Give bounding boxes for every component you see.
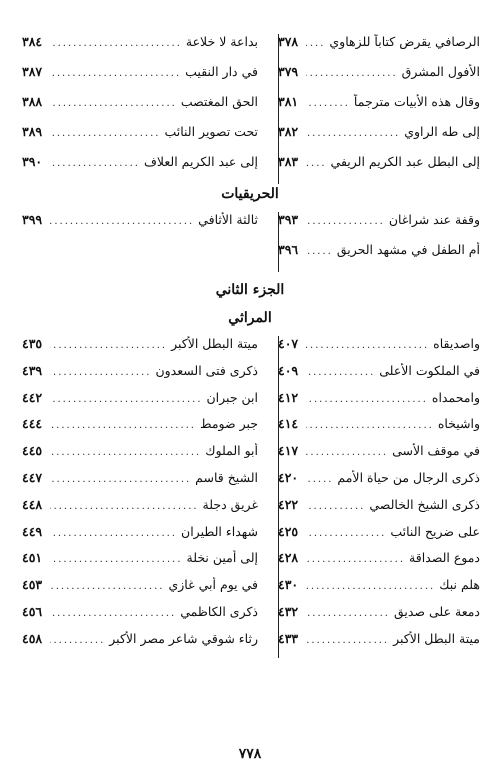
toc-entry xyxy=(278,497,480,524)
entry-page: ٤٠٩ xyxy=(278,362,299,378)
entry-title: دموع الصداقة xyxy=(409,550,480,566)
entry-page: ٤٥٦ xyxy=(22,603,43,619)
section-heading-elegies: المراثي xyxy=(228,310,272,326)
dot-leader xyxy=(306,394,428,405)
entry-title: في دار النقيب xyxy=(185,64,258,79)
entry-page: ٤٠٧ xyxy=(278,336,299,351)
entry-title: تحت تصوير النائب xyxy=(164,124,258,139)
entry-title: الرصافي يقرض كتاباً للزهاوي xyxy=(329,34,480,49)
dot-leader xyxy=(306,528,386,539)
entry-page: ٤٥٣ xyxy=(22,577,43,593)
toc-entry xyxy=(22,604,258,631)
entry-page: ٣٨٣ xyxy=(278,154,299,169)
toc-entry xyxy=(22,212,258,242)
entry-title: أبو الملوك xyxy=(205,443,258,459)
dot-leader xyxy=(50,554,183,565)
toc-entry xyxy=(22,363,258,390)
toc-section-fires xyxy=(22,212,480,272)
entry-page: ٣٩٠ xyxy=(22,154,43,169)
toc-entry xyxy=(278,242,480,272)
entry-title: إلى البطل عبد الكريم الريفي xyxy=(330,154,480,169)
entry-title: إلى أمين نخلة xyxy=(186,550,258,566)
toc-entry xyxy=(278,124,480,154)
toc-entry xyxy=(22,336,258,363)
entry-title: واشيخاه xyxy=(437,416,480,432)
toc-entry xyxy=(22,497,258,524)
dot-leader xyxy=(306,420,434,431)
toc-column-left xyxy=(22,34,258,184)
toc-entry xyxy=(278,363,480,390)
dot-leader xyxy=(306,216,385,227)
entry-title: الشيخ قاسم xyxy=(195,469,258,485)
entry-page: ٤٤٧ xyxy=(22,469,43,485)
dot-leader xyxy=(50,158,140,169)
dot-leader xyxy=(306,447,388,458)
entry-page: ٣٧٨ xyxy=(278,34,299,49)
entry-page: ٣٨٢ xyxy=(278,124,299,139)
dot-leader xyxy=(50,128,160,139)
entry-title: في موقف الأسى xyxy=(392,443,480,459)
dot-leader xyxy=(50,581,164,592)
page-number: ٧٧٨ xyxy=(238,746,262,762)
dot-leader xyxy=(50,340,167,351)
toc-entry xyxy=(278,154,480,184)
toc-entry xyxy=(22,443,258,470)
toc-entry xyxy=(22,64,258,94)
toc-entry xyxy=(22,34,258,64)
entry-page: ٣٨٨ xyxy=(22,94,43,109)
toc-entry xyxy=(278,550,480,577)
entry-page: ٤٣٠ xyxy=(278,577,299,593)
entry-page: ٤٢٠ xyxy=(278,469,299,485)
dot-leader xyxy=(306,367,375,378)
dot-leader xyxy=(50,635,105,646)
entry-page: ٣٨٩ xyxy=(22,124,43,139)
entry-page: ٤١٧ xyxy=(278,443,299,459)
entry-page: ٤٤٢ xyxy=(22,389,43,405)
toc-entry xyxy=(278,577,480,604)
dot-leader xyxy=(50,528,177,539)
dot-leader xyxy=(306,68,398,79)
dot-leader xyxy=(50,367,151,378)
entry-title: وقال هذه الأبيات مترجماً xyxy=(353,94,480,109)
toc-entry xyxy=(22,577,258,604)
entry-page: ٤٤٤ xyxy=(22,416,43,432)
toc-entry xyxy=(278,604,480,631)
part-heading: الجزء الثاني xyxy=(215,282,285,298)
entry-title: ميتة البطل الأكبر xyxy=(171,336,258,351)
toc-entry xyxy=(278,336,480,363)
entry-title: وامحمداه xyxy=(431,389,480,405)
toc-entry xyxy=(22,524,258,551)
toc-column-left xyxy=(22,336,258,658)
entry-page: ٤١٢ xyxy=(278,389,299,405)
entry-title: ذكرى الكاظمي xyxy=(180,603,258,619)
dot-leader xyxy=(306,340,429,351)
entry-title: هلم نبك xyxy=(439,577,480,593)
toc-column-right xyxy=(278,212,480,272)
dot-leader xyxy=(50,501,199,512)
toc-entry xyxy=(22,470,258,497)
toc-entry xyxy=(22,416,258,443)
toc-entry xyxy=(278,443,480,470)
entry-page: ٤٤٩ xyxy=(22,523,43,539)
dot-leader xyxy=(50,68,181,79)
toc-entry xyxy=(278,64,480,94)
toc-columns xyxy=(22,336,480,658)
dot-leader xyxy=(306,501,365,512)
dot-leader xyxy=(306,581,435,592)
dot-leader xyxy=(50,608,176,619)
toc-entry xyxy=(22,631,258,658)
toc-entry xyxy=(278,34,480,64)
toc-entry xyxy=(22,94,258,124)
entry-page: ٣٩٩ xyxy=(22,212,43,227)
entry-title: في يوم أبي غازي xyxy=(168,577,258,593)
toc-columns xyxy=(22,212,480,272)
toc-column-left xyxy=(22,212,258,242)
entry-page: ٣٧٩ xyxy=(278,64,299,79)
entry-page: ٤٤٥ xyxy=(22,443,43,459)
dot-leader xyxy=(306,128,400,139)
toc-entry xyxy=(278,416,480,443)
entry-page: ٤٣٣ xyxy=(278,630,299,646)
toc-column-right xyxy=(278,34,480,184)
entry-title: بداعة لا خلاعة xyxy=(185,34,258,49)
entry-page: ٤٣٩ xyxy=(22,362,43,378)
entry-title: غريق دجلة xyxy=(202,496,258,512)
entry-title: شهداء الطيران xyxy=(181,523,258,539)
entry-page: ٤٥١ xyxy=(22,550,43,566)
toc-entry xyxy=(278,631,480,658)
toc-entry xyxy=(278,94,480,124)
toc-entry xyxy=(22,390,258,417)
dot-leader xyxy=(306,98,350,109)
toc-entry xyxy=(22,550,258,577)
entry-page: ٣٨٧ xyxy=(22,64,43,79)
toc-entry xyxy=(278,212,480,242)
dot-leader xyxy=(50,98,177,109)
toc-section-misc xyxy=(22,34,480,184)
entry-page: ٣٨٤ xyxy=(22,34,43,49)
entry-title: الأفول المشرق xyxy=(401,64,480,79)
dot-leader xyxy=(306,38,325,49)
entry-title: في الملكوت الأعلى xyxy=(379,362,480,378)
dot-leader xyxy=(306,246,333,257)
dot-leader xyxy=(306,554,405,565)
toc-entry xyxy=(22,124,258,154)
toc-entry xyxy=(278,390,480,417)
entry-page: ٣٩٦ xyxy=(278,242,299,257)
entry-page: ٤٤٨ xyxy=(22,496,43,512)
entry-title: ميتة البطل الأكبر xyxy=(393,630,480,646)
entry-page: ٤٣٥ xyxy=(22,336,43,351)
toc-entry xyxy=(278,470,480,497)
entry-page: ٤٢٥ xyxy=(278,523,299,539)
entry-title: ذكرى الرجال من حياة الأمم xyxy=(337,469,480,485)
entry-title: ذكرى الشيخ الخالصي xyxy=(369,496,480,512)
dot-leader xyxy=(50,216,194,227)
dot-leader xyxy=(50,474,191,485)
dot-leader xyxy=(306,635,389,646)
dot-leader xyxy=(50,447,201,458)
entry-title: أم الطفل في مشهد الحريق xyxy=(336,242,480,257)
entry-page: ٤١٤ xyxy=(278,416,299,432)
dot-leader xyxy=(306,158,327,169)
entry-title: ابن جبران xyxy=(206,389,258,405)
entry-title: رثاء شوقي شاعر مصر الأكبر xyxy=(109,630,258,646)
entry-page: ٣٨١ xyxy=(278,94,299,109)
dot-leader xyxy=(50,38,182,49)
entry-page: ٤٥٨ xyxy=(22,630,43,646)
toc-entry xyxy=(278,524,480,551)
entry-title: وقفة عند شراغان xyxy=(388,212,480,227)
toc-columns xyxy=(22,34,480,184)
toc-entry xyxy=(22,154,258,184)
entry-title: دمعة على صديق xyxy=(393,603,480,619)
dot-leader xyxy=(50,420,196,431)
entry-page: ٤٣٢ xyxy=(278,603,299,619)
entry-title: الحق المغتصب xyxy=(180,94,258,109)
entry-title: على ضريح النائب xyxy=(390,523,480,539)
toc-section-elegies xyxy=(22,336,480,658)
dot-leader xyxy=(306,474,333,485)
section-heading-fires: الحريقيات xyxy=(221,186,279,202)
dot-leader xyxy=(50,394,203,405)
entry-title: ذكرى فتى السعدون xyxy=(155,362,258,378)
toc-column-right xyxy=(278,336,480,658)
entry-title: جبر ضومط xyxy=(199,416,258,432)
entry-title: واصديقاه xyxy=(433,336,480,351)
entry-title: إلى طه الراوي xyxy=(404,124,480,139)
entry-page: ٤٢٢ xyxy=(278,496,299,512)
entry-page: ٤٢٨ xyxy=(278,550,299,566)
entry-title: ثالثة الأثافي xyxy=(198,212,258,227)
entry-page: ٣٩٣ xyxy=(278,212,299,227)
dot-leader xyxy=(306,608,390,619)
entry-title: إلى عبد الكريم العلاف xyxy=(143,154,258,169)
